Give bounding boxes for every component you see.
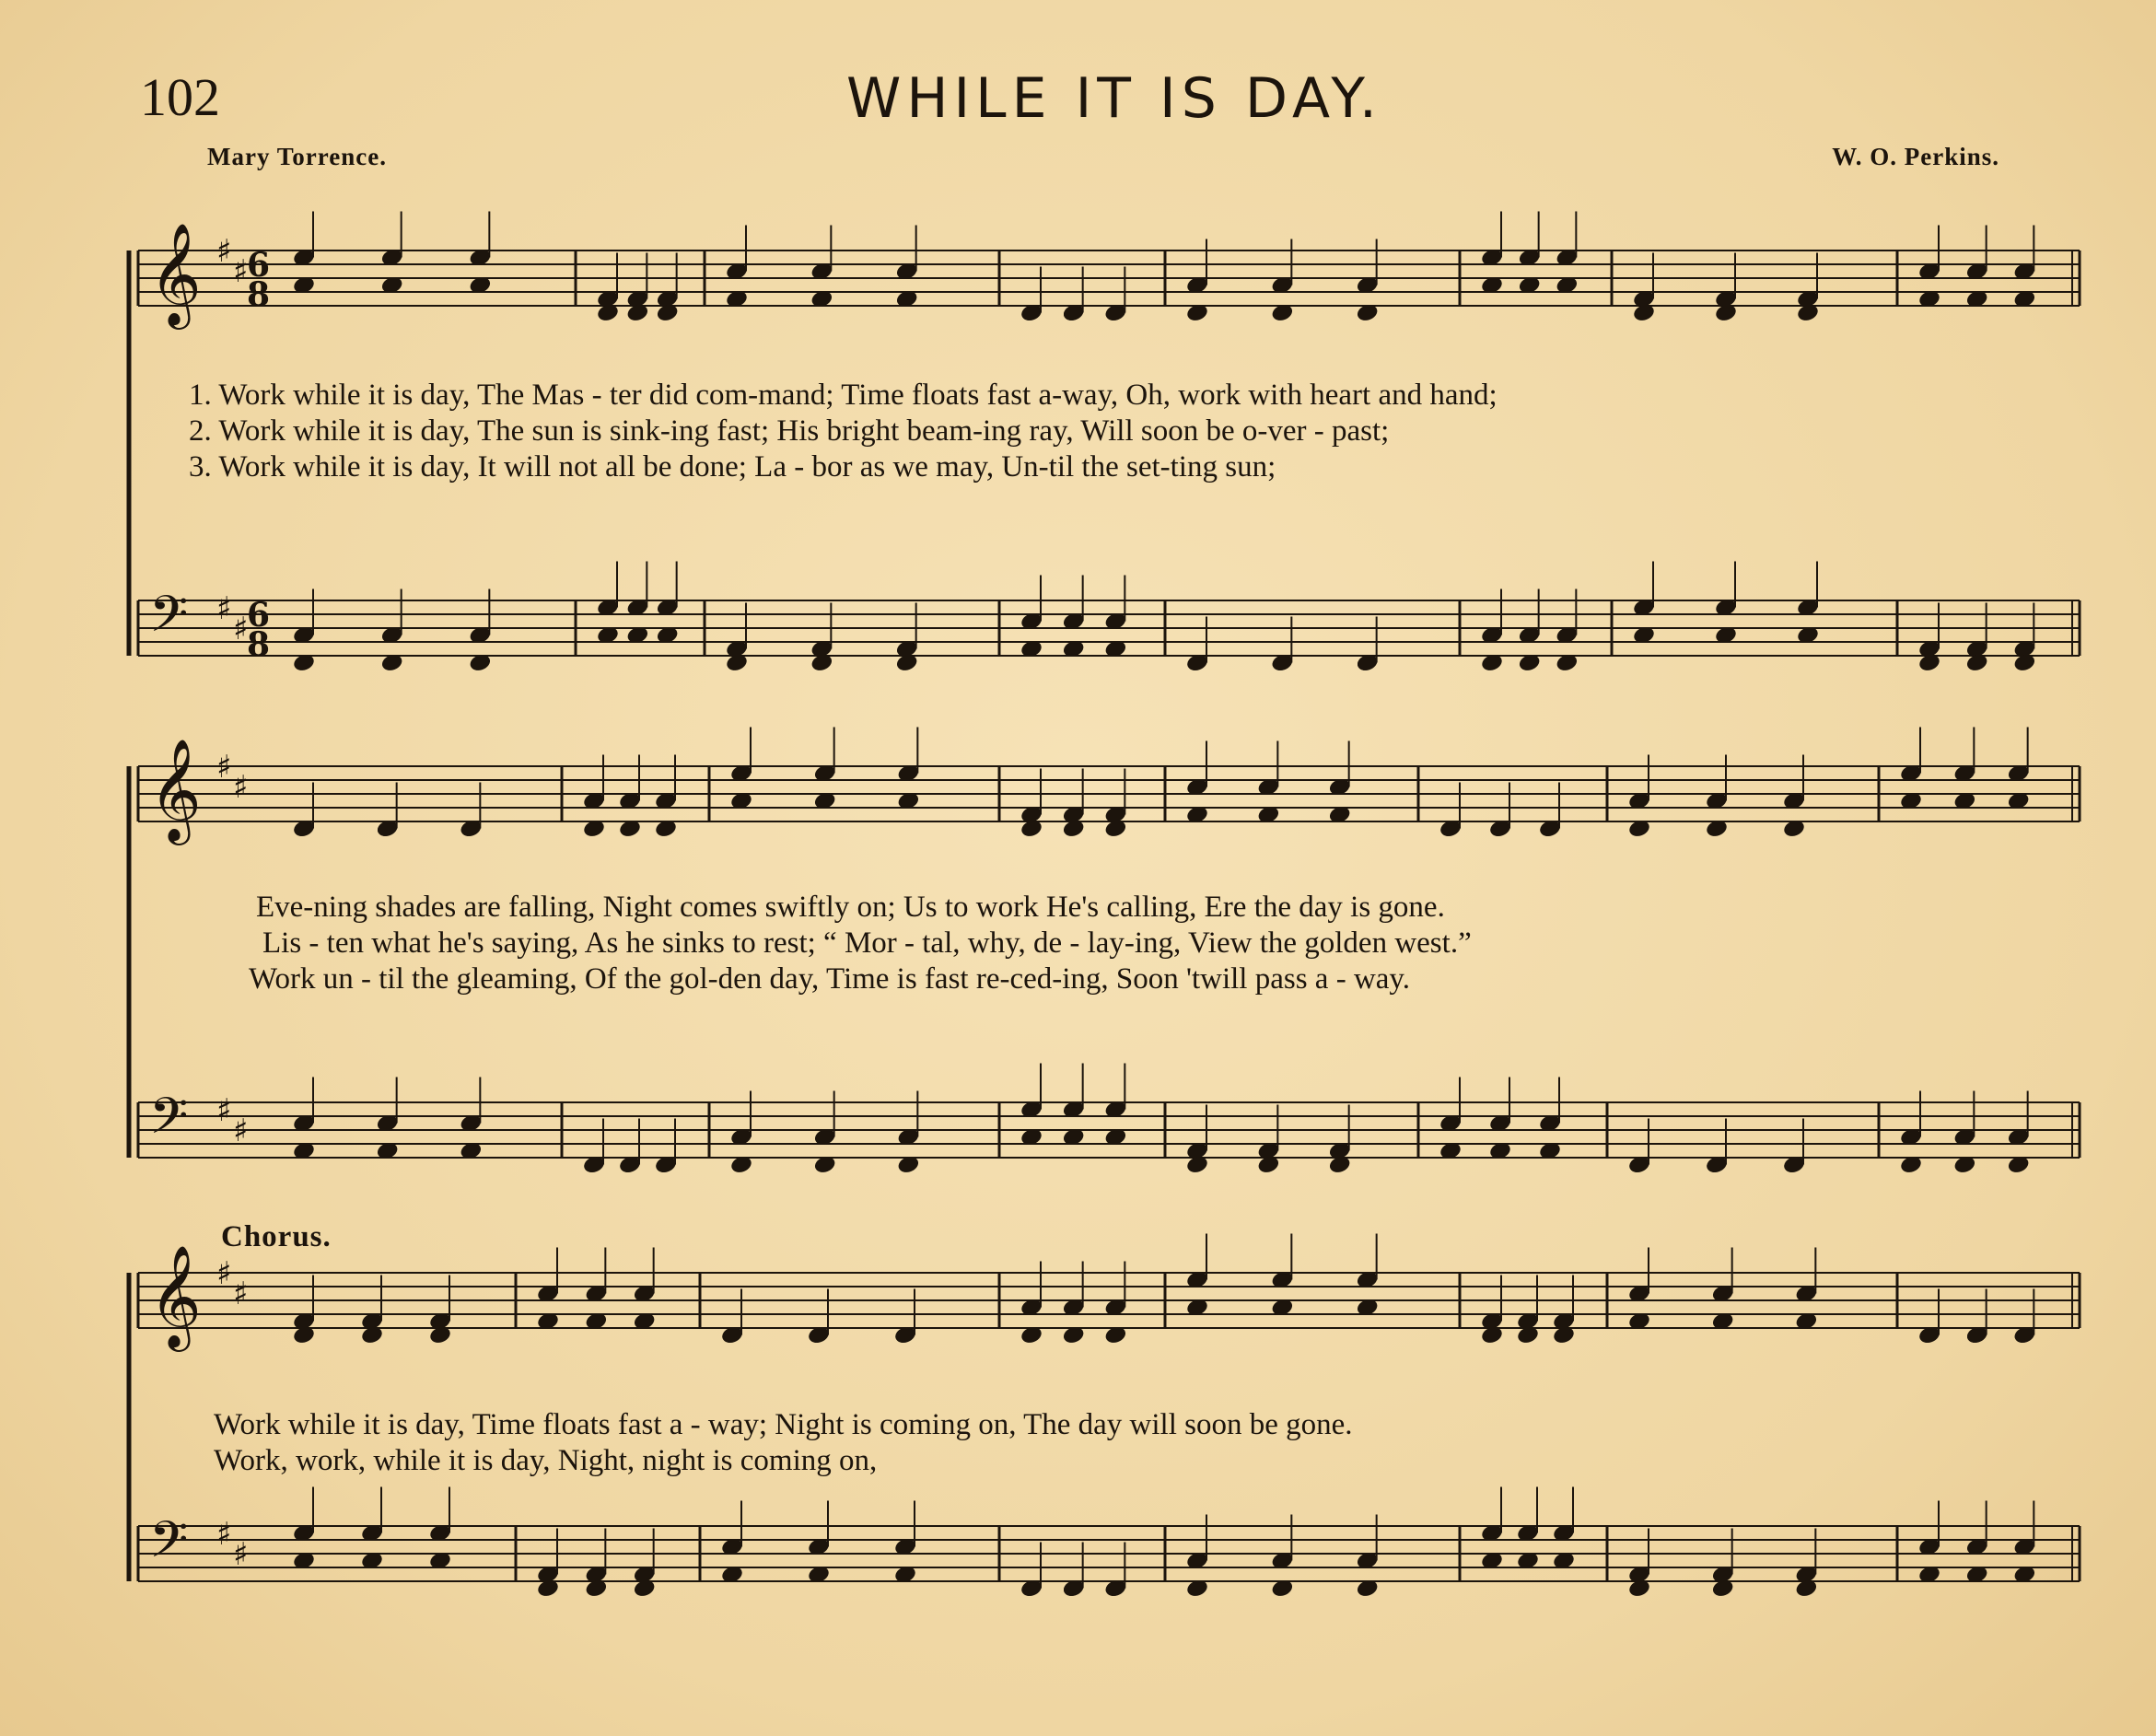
verse-3-line-1: 3. Work while it is day, It will not all be done; La - bor as we may, Un-til the set-ting sun; bbox=[189, 450, 1276, 484]
bass-clef-icon: 𝄢 bbox=[149, 1087, 189, 1158]
verse-1-line-1: 1. Work while it is day, The Mas - ter did com-mand; Time floats fast a-way, Oh, work with heart and hand; bbox=[189, 379, 1498, 412]
sharp-icon: ♯ bbox=[233, 611, 249, 647]
composer-credit: W. O. Perkins. bbox=[1832, 143, 1999, 170]
sharp-icon: ♯ bbox=[216, 749, 232, 786]
chorus-line-2: Work, work, while it is day, Night, night is coming on, bbox=[214, 1444, 878, 1477]
page-number: 102 bbox=[140, 67, 220, 127]
bass-clef-icon: 𝄢 bbox=[149, 1510, 189, 1581]
sharp-icon: ♯ bbox=[233, 253, 249, 290]
sharp-icon: ♯ bbox=[233, 769, 249, 806]
verse-2-line-1: 2. Work while it is day, The sun is sink-ing fast; His bright beam-ing ray, Will soon be o-ver - past; bbox=[189, 414, 1390, 448]
chorus-line-1: Work while it is day, Time floats fast a - way; Night is coming on, The day will soon be gone. bbox=[214, 1408, 1353, 1441]
sharp-icon: ♯ bbox=[216, 1092, 232, 1129]
sharp-icon: ♯ bbox=[233, 1536, 249, 1573]
verse-2-line-2: Lis - ten what he's saying, As he sinks to rest; “ Mor - tal, why, de - lay-ing, View the golden west.” bbox=[262, 926, 1472, 960]
sharp-icon: ♯ bbox=[216, 1255, 232, 1292]
sharp-icon: ♯ bbox=[216, 233, 232, 270]
time-signature-numerator: 6 bbox=[247, 596, 271, 635]
verse-1-line-2: Eve-ning shades are falling, Night comes swiftly on; Us to work He's calling, Ere the day is gone. bbox=[256, 891, 1445, 924]
sharp-icon: ♯ bbox=[216, 590, 232, 627]
chorus-label: Chorus. bbox=[221, 1220, 332, 1253]
sharp-icon: ♯ bbox=[233, 1276, 249, 1312]
time-signature-numerator: 6 bbox=[247, 246, 271, 285]
time-signature-denominator: 8 bbox=[247, 625, 271, 664]
bass-clef-icon: 𝄢 bbox=[149, 585, 189, 656]
treble-clef-icon: 𝄞 bbox=[149, 222, 202, 325]
treble-clef-icon: 𝄞 bbox=[149, 738, 202, 841]
sharp-icon: ♯ bbox=[233, 1113, 249, 1149]
hymn-title: WHILE IT IS DAY. bbox=[846, 66, 1382, 131]
sharp-icon: ♯ bbox=[216, 1516, 232, 1553]
lyricist-credit: Mary Torrence. bbox=[207, 143, 387, 170]
treble-clef-icon: 𝄞 bbox=[149, 1244, 202, 1347]
time-signature-denominator: 8 bbox=[247, 275, 271, 314]
verse-3-line-2: Work un - til the gleaming, Of the gol-den day, Time is fast re-ced-ing, Soon 'twill pass a - way. bbox=[249, 962, 1411, 996]
